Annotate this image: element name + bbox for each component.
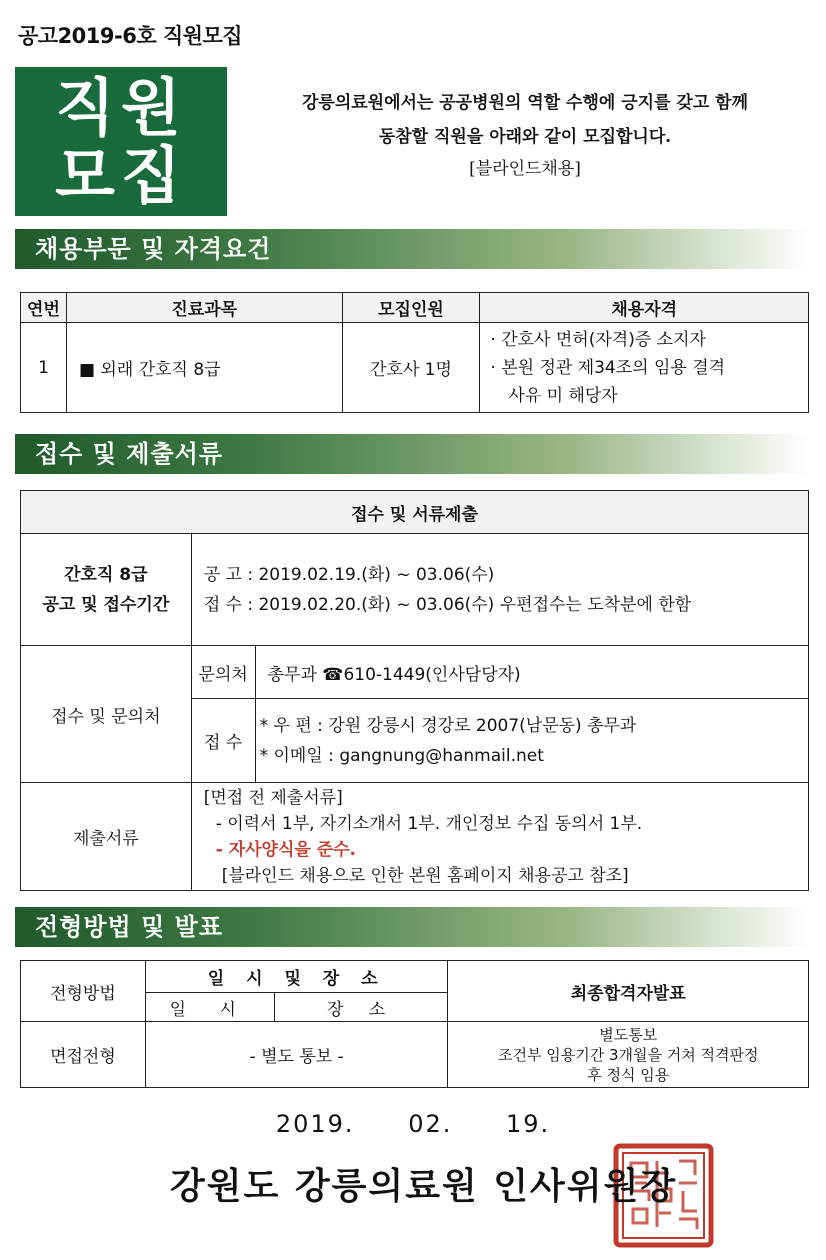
receipt-values bbox=[255, 699, 808, 783]
method-value: 면접전형 bbox=[21, 1022, 146, 1088]
section-title: 채용부문 및 자격요건 bbox=[35, 235, 272, 263]
section-title: 전형방법 및 발표 bbox=[35, 913, 223, 941]
logo-line-2: 모집 bbox=[55, 138, 187, 212]
intro-line-1: 강릉의료원에서는 공공병원의 역할 수행에 긍지를 갖고 함께 bbox=[301, 93, 749, 113]
section-header-1 bbox=[15, 229, 810, 269]
docs-values bbox=[191, 783, 808, 891]
email-address[interactable]: * 이메일 : gangnung@hanmail.net bbox=[259, 745, 544, 766]
header-count: 모집인원 bbox=[342, 293, 480, 323]
intro-text bbox=[240, 86, 810, 184]
header-qualification: 채용자격 bbox=[480, 293, 809, 323]
datetime-place-value: - 별도 통보 - bbox=[145, 1022, 448, 1088]
qual-line-1: · 간호사 면허(자격)증 소지자 bbox=[490, 329, 706, 350]
section-header-3 bbox=[15, 907, 810, 947]
docs-line-3 bbox=[204, 837, 808, 863]
method-header: 전형방법 bbox=[21, 961, 146, 1022]
period-receipt: 접 수 : 2019.02.20.(화) ~ 03.06(수) 우편접수는 도착분에 한함 bbox=[203, 594, 692, 615]
submission-table-title: 접수 및 서류제출 bbox=[21, 491, 809, 534]
final-line-3: 후 정식 임용 bbox=[587, 1065, 670, 1084]
row-subject: ■ 외래 간호직 8급 bbox=[66, 323, 342, 413]
notice-number: 공고2019-6호 직원모집 bbox=[18, 24, 243, 48]
intro-line-3: [블라인드채용] bbox=[469, 159, 581, 179]
final-line-1: 별도통보 bbox=[599, 1025, 658, 1044]
receipt-label: 접 수 bbox=[191, 699, 255, 783]
section-title: 접수 및 제출서류 bbox=[35, 440, 223, 468]
final-header: 최종합격자발표 bbox=[448, 961, 809, 1022]
docs-line-3-emphasis: 자사양식을 준수. bbox=[228, 839, 357, 860]
announcement-date bbox=[0, 1110, 826, 1138]
qualification-table bbox=[20, 292, 809, 413]
row-count: 간호사 1명 bbox=[342, 323, 480, 413]
recruitment-logo bbox=[15, 67, 227, 216]
date-month: 02. bbox=[408, 1110, 453, 1138]
docs-line-1: [면접 전 제출서류] bbox=[203, 787, 343, 808]
place-subheader: 장 소 bbox=[274, 993, 448, 1022]
period-notice: 공 고 : 2019.02.19.(화) ~ 03.06(수) bbox=[203, 564, 495, 585]
selection-table bbox=[20, 960, 809, 1088]
final-line-2: 조건부 임용기간 3개월을 거쳐 적격판정 bbox=[498, 1045, 759, 1064]
signature-line: 강원도 강릉의료원 인사위원장 bbox=[170, 1166, 678, 1207]
datetime-place-header: 일 시 및 장 소 bbox=[145, 961, 448, 993]
intro-line-2: 동참할 직원을 아래와 같이 모집합니다. bbox=[378, 127, 672, 147]
row-qualification bbox=[480, 323, 809, 413]
period-label-line-1: 간호직 8급 bbox=[64, 564, 148, 585]
qual-line-2: · 본원 정관 제34조의 임용 결격 bbox=[490, 357, 726, 378]
post-address: * 우 편 : 강원 강릉시 경강로 2007(남문동) 총무과 bbox=[259, 715, 637, 736]
header-subject: 진료과목 bbox=[66, 293, 342, 323]
date-year: 2019. bbox=[275, 1110, 355, 1138]
inquiry-label: 문의처 bbox=[191, 646, 255, 699]
date-subheader: 일 시 bbox=[145, 993, 274, 1022]
period-label bbox=[21, 534, 192, 646]
period-label-line-2: 공고 및 접수기간 bbox=[42, 594, 170, 615]
final-value bbox=[448, 1022, 809, 1088]
date-day: 19. bbox=[506, 1110, 551, 1138]
inquiry-value: 총무과 ☎610-1449(인사담당자) bbox=[255, 646, 808, 699]
section-header-2 bbox=[15, 434, 810, 474]
qual-line-3: 사유 미 해당자 bbox=[508, 385, 618, 406]
period-values bbox=[191, 534, 808, 646]
docs-line-2: - 이력서 1부, 자기소개서 1부. 개인정보 수집 동의서 1부. bbox=[215, 813, 643, 834]
header-no: 연번 bbox=[21, 293, 67, 323]
row-no: 1 bbox=[21, 323, 67, 413]
docs-line-4: [블라인드 채용으로 인한 본원 홈페이지 채용공고 참조] bbox=[221, 865, 629, 886]
contact-label: 접수 및 문의처 bbox=[21, 646, 192, 783]
submission-table bbox=[20, 490, 809, 891]
logo-line-1: 직원 bbox=[55, 70, 187, 144]
docs-label: 제출서류 bbox=[21, 783, 192, 891]
docs-line-3-prefix: - bbox=[215, 839, 229, 860]
